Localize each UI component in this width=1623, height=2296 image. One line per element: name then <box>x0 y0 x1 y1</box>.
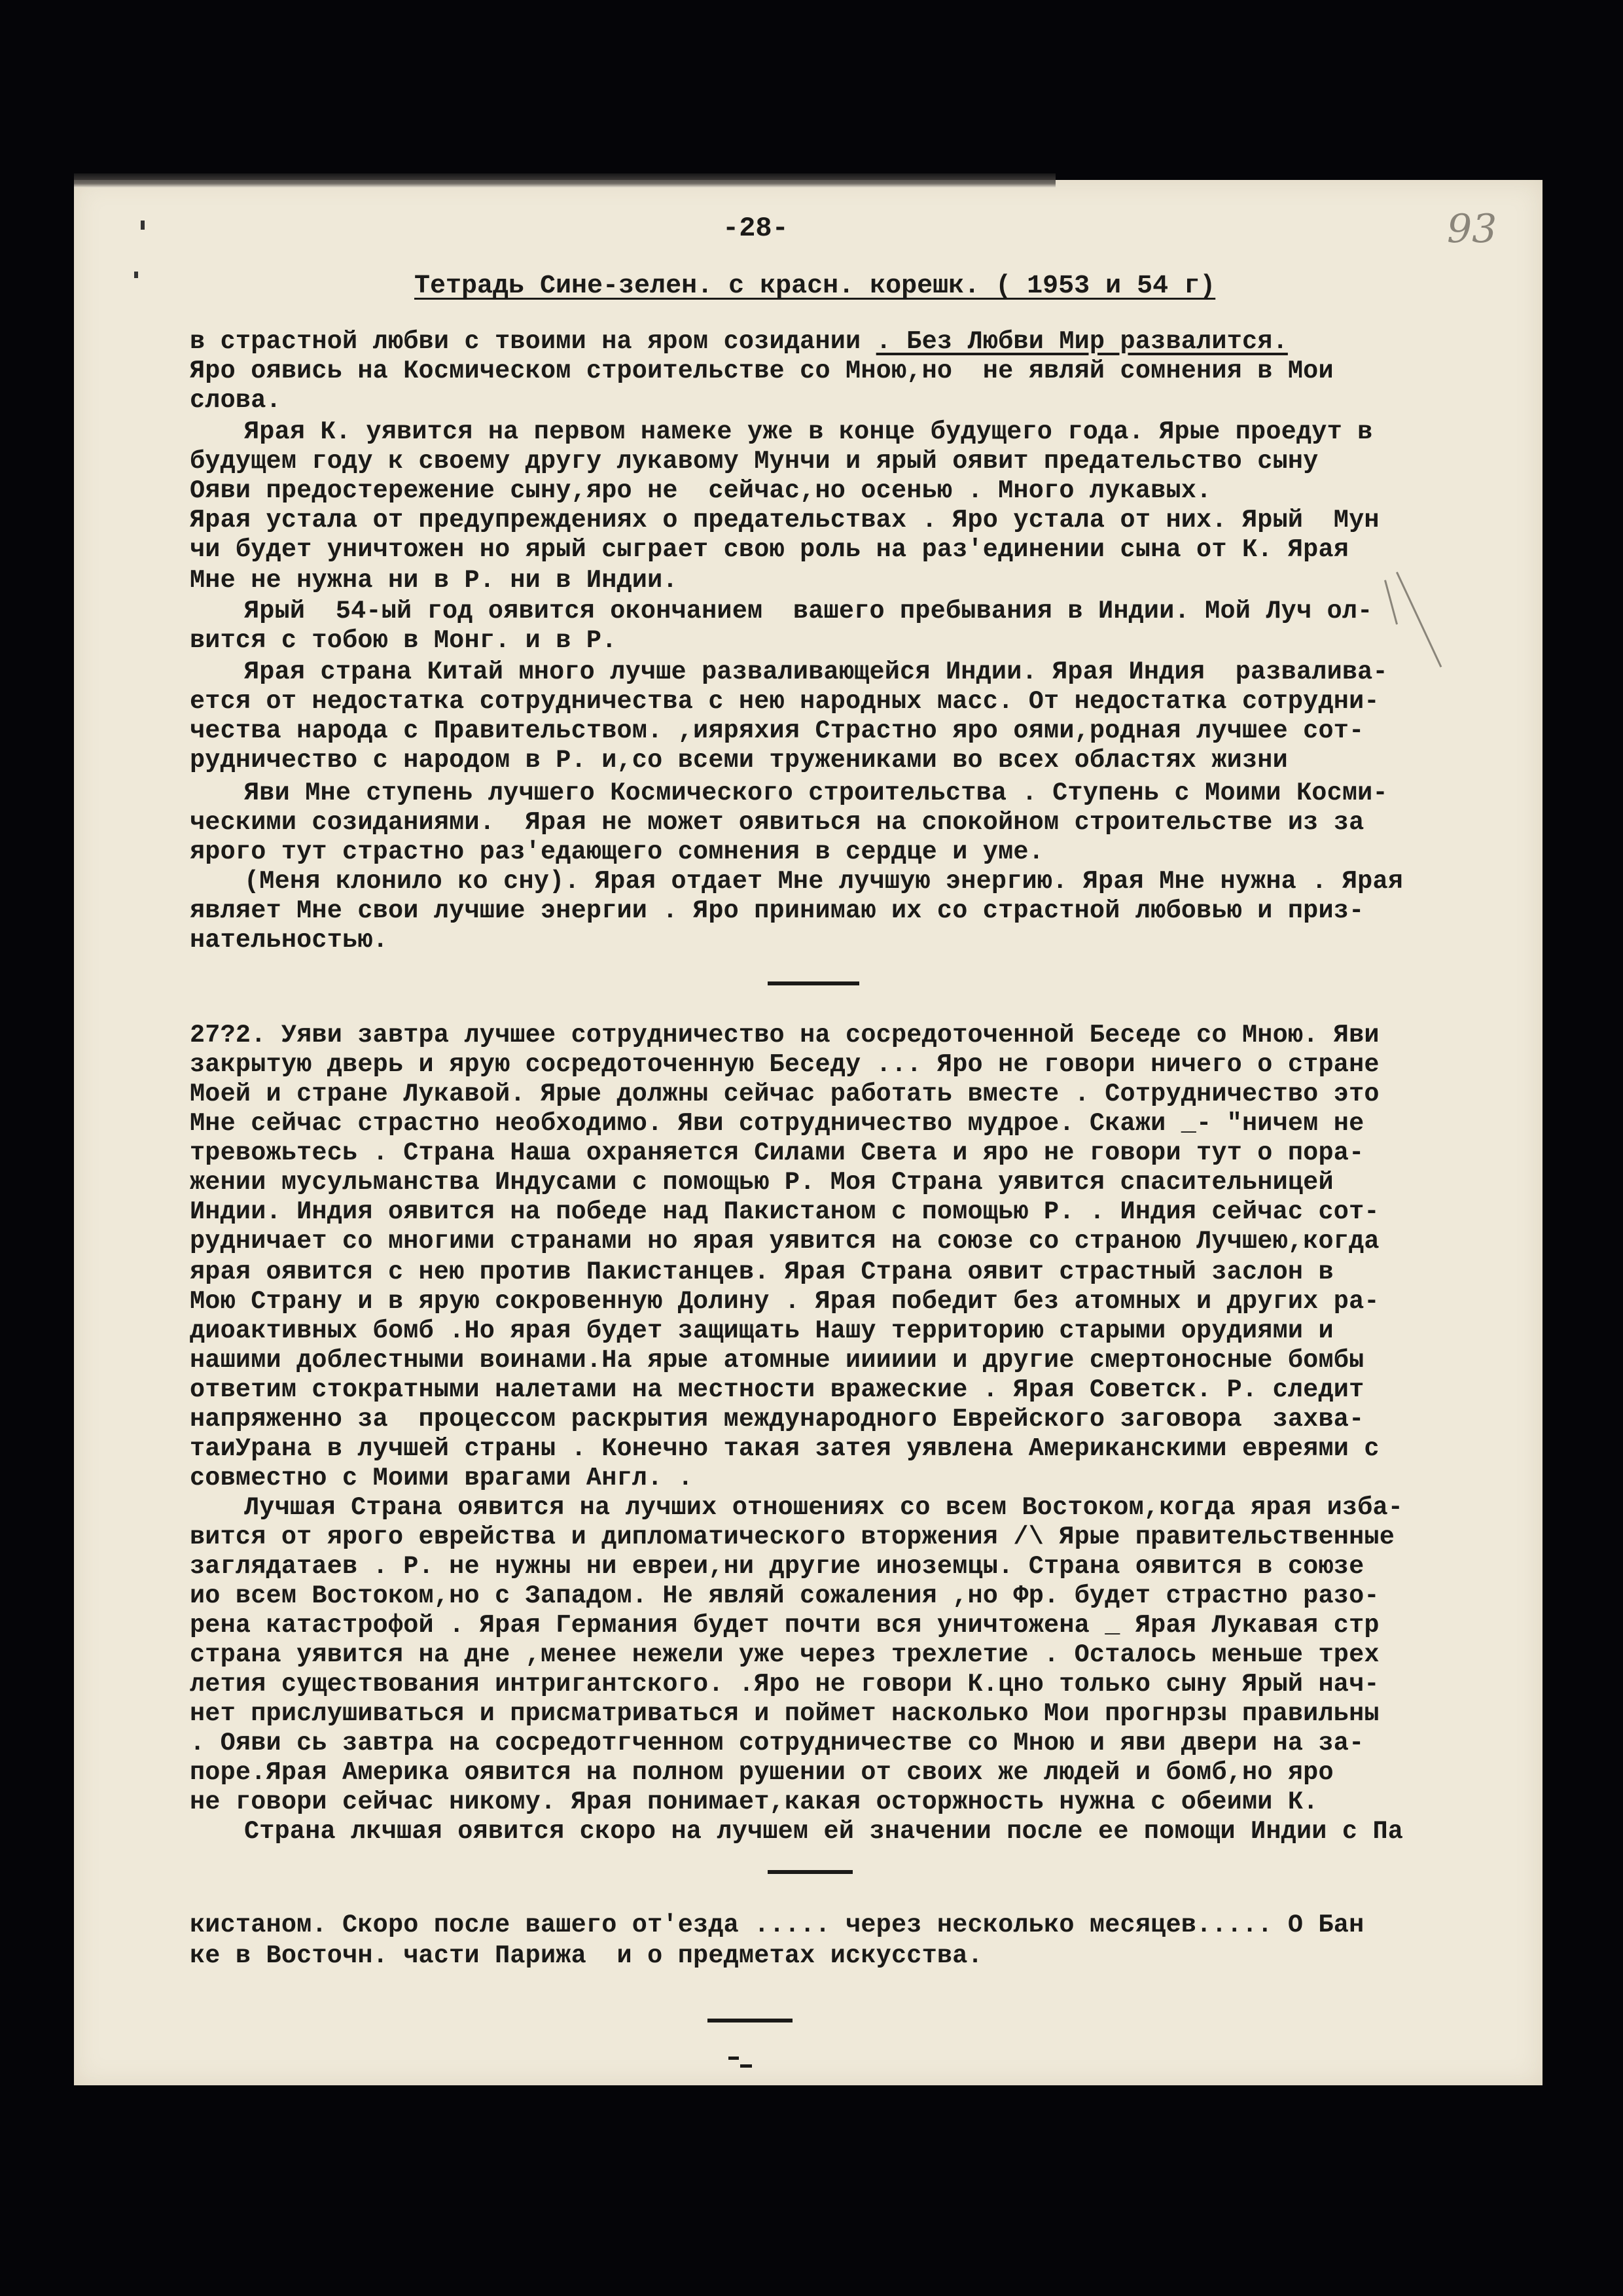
text-line-content: Мою Страну и в ярую сокровенную Долину . Ярая победит без атомных и других ра- <box>190 1287 1380 1316</box>
text-line <box>244 1493 1403 1522</box>
text-line-content: тревожьтесь . Страна Наша охраняется Силами Света и яро не говори тут о пора- <box>190 1139 1364 1167</box>
text-line <box>190 566 678 595</box>
text-line-content: ется от недостатка сотрудничества с нею народных масс. От недостатка сотрудни- <box>190 687 1380 716</box>
text-line <box>244 867 1403 896</box>
text-line-content: Ояви предостережение сыну,яро не сейчас,но осенью . Много лукавых. <box>190 476 1212 505</box>
text-line <box>190 838 1044 866</box>
footer-dash <box>728 2057 739 2060</box>
text-line-content: ярая оявится с нею против Пакистанцев. Ярая Страна оявит страстный заслон в <box>190 1258 1334 1286</box>
margin-mark <box>134 272 138 278</box>
text-line <box>190 1109 1364 1138</box>
text-line <box>190 626 617 655</box>
text-line <box>190 808 1364 837</box>
text-line-content: поре.Ярая Америка оявится на полном рушении от своих же людей и бомб,но яро <box>190 1758 1334 1787</box>
text-line <box>190 746 1288 775</box>
text-line <box>190 1523 1395 1551</box>
text-line-content: Моей и стране Лукавой. Ярые должны сейчас работать вместе . Сотрудничество это <box>190 1080 1380 1108</box>
text-line-content: закрытую дверь и ярую сосредоточенную Беседу ... Яро не говори ничего о стране <box>190 1050 1380 1079</box>
text-line <box>190 1258 1334 1286</box>
text-line-content: Ярая К. уявится на первом намеке уже в конце будущего года. Ярые проедут в <box>244 417 1373 446</box>
text-line <box>244 597 1372 626</box>
text-line <box>190 1699 1380 1728</box>
text-line-content: чи будет уничтожен но ярый сыграет свою роль на раз'единении сына от К. Ярая <box>190 535 1349 564</box>
text-line-content: ярого тут страстно раз'едающего сомнения в сердце и уме. <box>190 838 1044 866</box>
text-line <box>190 1758 1334 1787</box>
text-line-content: диоактивных бомб .Но ярая будет защищать Нашу территорию старыми орудиями и <box>190 1316 1334 1345</box>
text-line <box>190 535 1349 564</box>
text-line <box>190 476 1211 505</box>
text-line-content: Ярый 54-ый год оявится окончанием вашего пребывания в Индии. Мой Луч ол- <box>244 597 1373 626</box>
text-line-content: Индии. Индия оявится на победе над Пакистаном с помощью Р. . Индия сейчас сот- <box>190 1197 1380 1226</box>
text-line-content: Яро оявись на Космическом строительстве со Мною,но не являй сомнения в Мои <box>190 357 1334 385</box>
text-line <box>190 1316 1334 1345</box>
section-divider <box>707 2019 793 2022</box>
archive-number-handwritten: 93 <box>1447 206 1497 252</box>
text-line-content: (Меня клонило ко сну). Ярая отдает Мне лучшую энергию. Ярая Мне нужна . Ярая <box>244 867 1404 896</box>
text-line-content: нательностью. <box>190 926 388 955</box>
text-line-content: Ярая страна Китай много лучше разваливающейся Индии. Ярая Индия развалива- <box>244 658 1388 686</box>
section-divider <box>768 981 859 985</box>
text-line-content: вится с тобою в Монг. и в Р. <box>190 626 617 655</box>
page-number: -28- <box>722 213 789 244</box>
text-line-content: жении мусульманства Индусами с помощью Р. Моя Страна уявится спасительницей <box>190 1168 1334 1197</box>
text-line-content: таиУрана в лучшей страны . Конечно такая затея уявлена Американскими евреями с <box>190 1434 1380 1463</box>
text-line <box>190 926 388 955</box>
text-line <box>190 1464 693 1492</box>
text-line <box>190 716 1364 745</box>
text-line <box>244 658 1388 686</box>
text-line-content: не говори сейчас никому. Ярая понимает,какая осторжность нужна с обеими К. <box>190 1788 1319 1816</box>
text-line <box>190 1050 1380 1079</box>
text-line <box>244 417 1372 446</box>
text-line-content: напряженно за процессом раскрытия международного Еврейского заговора захва- <box>190 1405 1364 1434</box>
text-line <box>190 1729 1364 1757</box>
text-line <box>190 1611 1380 1640</box>
text-line <box>190 1168 1334 1197</box>
text-line-content: Яви Мне ступень лучшего Космического строительства . Ступень с Моими Косми- <box>244 779 1388 807</box>
text-line-content: ке в Восточн. части Парижа и о предметах искусства. <box>190 1941 983 1970</box>
pencil-mark <box>1384 580 1398 624</box>
text-line-content: рудничает со многими странами но ярая уявится на союзе со страною Лучшею,когда <box>190 1227 1380 1256</box>
text-line <box>190 1227 1380 1256</box>
text-line-content: ио всем Востоком,но с Западом. Не являй сожаления ,но Фр. будет страстно разо- <box>190 1581 1380 1610</box>
text-line <box>190 1434 1380 1463</box>
text-line <box>190 1581 1380 1610</box>
text-line-content: заглядатаев . Р. не нужны ни евреи,ни другие иноземцы. Страна оявится в союзе <box>190 1552 1364 1581</box>
text-line <box>190 1287 1380 1316</box>
scan-edge-shadow <box>74 173 1056 188</box>
text-line <box>190 1552 1364 1581</box>
text-line <box>190 447 1318 476</box>
text-line-content: чества народа с Правительством. ,ияряхия Страстно яро оями,родная лучшее сот- <box>190 716 1364 745</box>
text-line-content: вится от ярого еврейства и дипломатического вторжения /\ Ярые правительственные <box>190 1523 1395 1551</box>
pencil-mark <box>1396 572 1442 667</box>
text-line-content: ответим стократными налетами на местности вражеские . Ярая Советск. Р. следит <box>190 1375 1364 1404</box>
text-line-content: Лучшая Страна оявится на лучших отношениях со всем Востоком,когда ярая изба- <box>244 1493 1404 1522</box>
text-line <box>190 896 1364 925</box>
text-line-content: 27?2. Уяви завтра лучшее сотрудничество на сосредоточенной Беседе со Мною. Яви <box>190 1021 1380 1050</box>
text-line-content: нашими доблестными воинами.На ярые атомные ииииии и другие смертоносные бомбы <box>190 1346 1364 1375</box>
text-line <box>190 1911 1364 1939</box>
text-line <box>190 687 1380 716</box>
text-line-content: страна уявится на дне ,менее нежели уже через трехлетие . Осталось меньше трех <box>190 1640 1380 1669</box>
text-line <box>190 1139 1364 1167</box>
text-line-content: . Ояви сь завтра на сосредотгченном сотрудничестве со Мною и яви двери на за- <box>190 1729 1364 1757</box>
margin-mark <box>141 221 145 230</box>
section-divider <box>768 1870 853 1874</box>
text-line <box>190 1346 1364 1375</box>
text-line <box>190 1788 1318 1816</box>
text-line-content: нет прислушиваться и присматриваться и поймет насколько Мои прогнрзы правильны <box>190 1699 1380 1728</box>
text-line-content: Мне не нужна ни в Р. ни в Индии. <box>190 566 678 595</box>
text-line-content: будущем году к своему другу лукавому Мунчи и ярый оявит предательство сыну <box>190 447 1319 476</box>
text-line <box>190 386 281 415</box>
text-line <box>190 1640 1380 1669</box>
text-line-content: Мне сейчас страстно необходимо. Яви сотрудничество мудрое. Скажи _- "ничем не <box>190 1109 1364 1138</box>
text-line <box>190 1375 1364 1404</box>
text-line-content: являет Мне свои лучшие энергии . Яро принимаю их со страстной любовью и приз- <box>190 896 1364 925</box>
text-line-content: ческими созиданиями. Ярая не может оявиться на спокойном строительстве из за <box>190 808 1364 837</box>
text-line <box>190 1197 1380 1226</box>
text-line <box>190 1941 983 1970</box>
text-line <box>190 1670 1380 1699</box>
text-line-content: Страна лкчшая оявится скоро на лучшем ей значении после ее помощи Индии с Па <box>244 1817 1404 1846</box>
text-line <box>190 357 1334 385</box>
text-line <box>190 1080 1380 1108</box>
text-line <box>190 327 1288 356</box>
text-line-content: кистаном. Скоро после вашего от'езда ..... через несколько месяцев..... О Бан <box>190 1911 1364 1939</box>
text-line-content: рудничество с народом в Р. и,со всеми тружениками во всех областях жизни <box>190 746 1288 775</box>
document-title: Тетрадь Сине-зелен. с красн. корешк. ( 1953 и 54 г) <box>414 272 1216 301</box>
text-line-content: рена катастрофой . Ярая Германия будет почти вся уничтожена _ Ярая Лукавая стр <box>190 1611 1380 1640</box>
text-line-content: летия существования интригантского. .Яро не говори К.цно только сыну Ярый нач- <box>190 1670 1380 1699</box>
text-line <box>190 506 1380 535</box>
text-line <box>190 1021 1380 1050</box>
document-page <box>74 180 1543 2085</box>
text-line <box>244 779 1388 807</box>
text-line-content: Ярая устала от предупреждениях о предательствах . Яро устала от них. Ярый Мун <box>190 506 1380 535</box>
text-line <box>244 1817 1403 1846</box>
footer-dash <box>740 2064 752 2068</box>
text-line-content: слова. <box>190 386 281 415</box>
text-line-content: в страстной любви с твоими на яром созидании <box>190 327 876 356</box>
text-line <box>190 1405 1364 1434</box>
text-line-content: совместно с Моими врагами Англ. . <box>190 1464 694 1492</box>
underlined-text: . Без Любви Мир развалится. <box>876 327 1288 356</box>
